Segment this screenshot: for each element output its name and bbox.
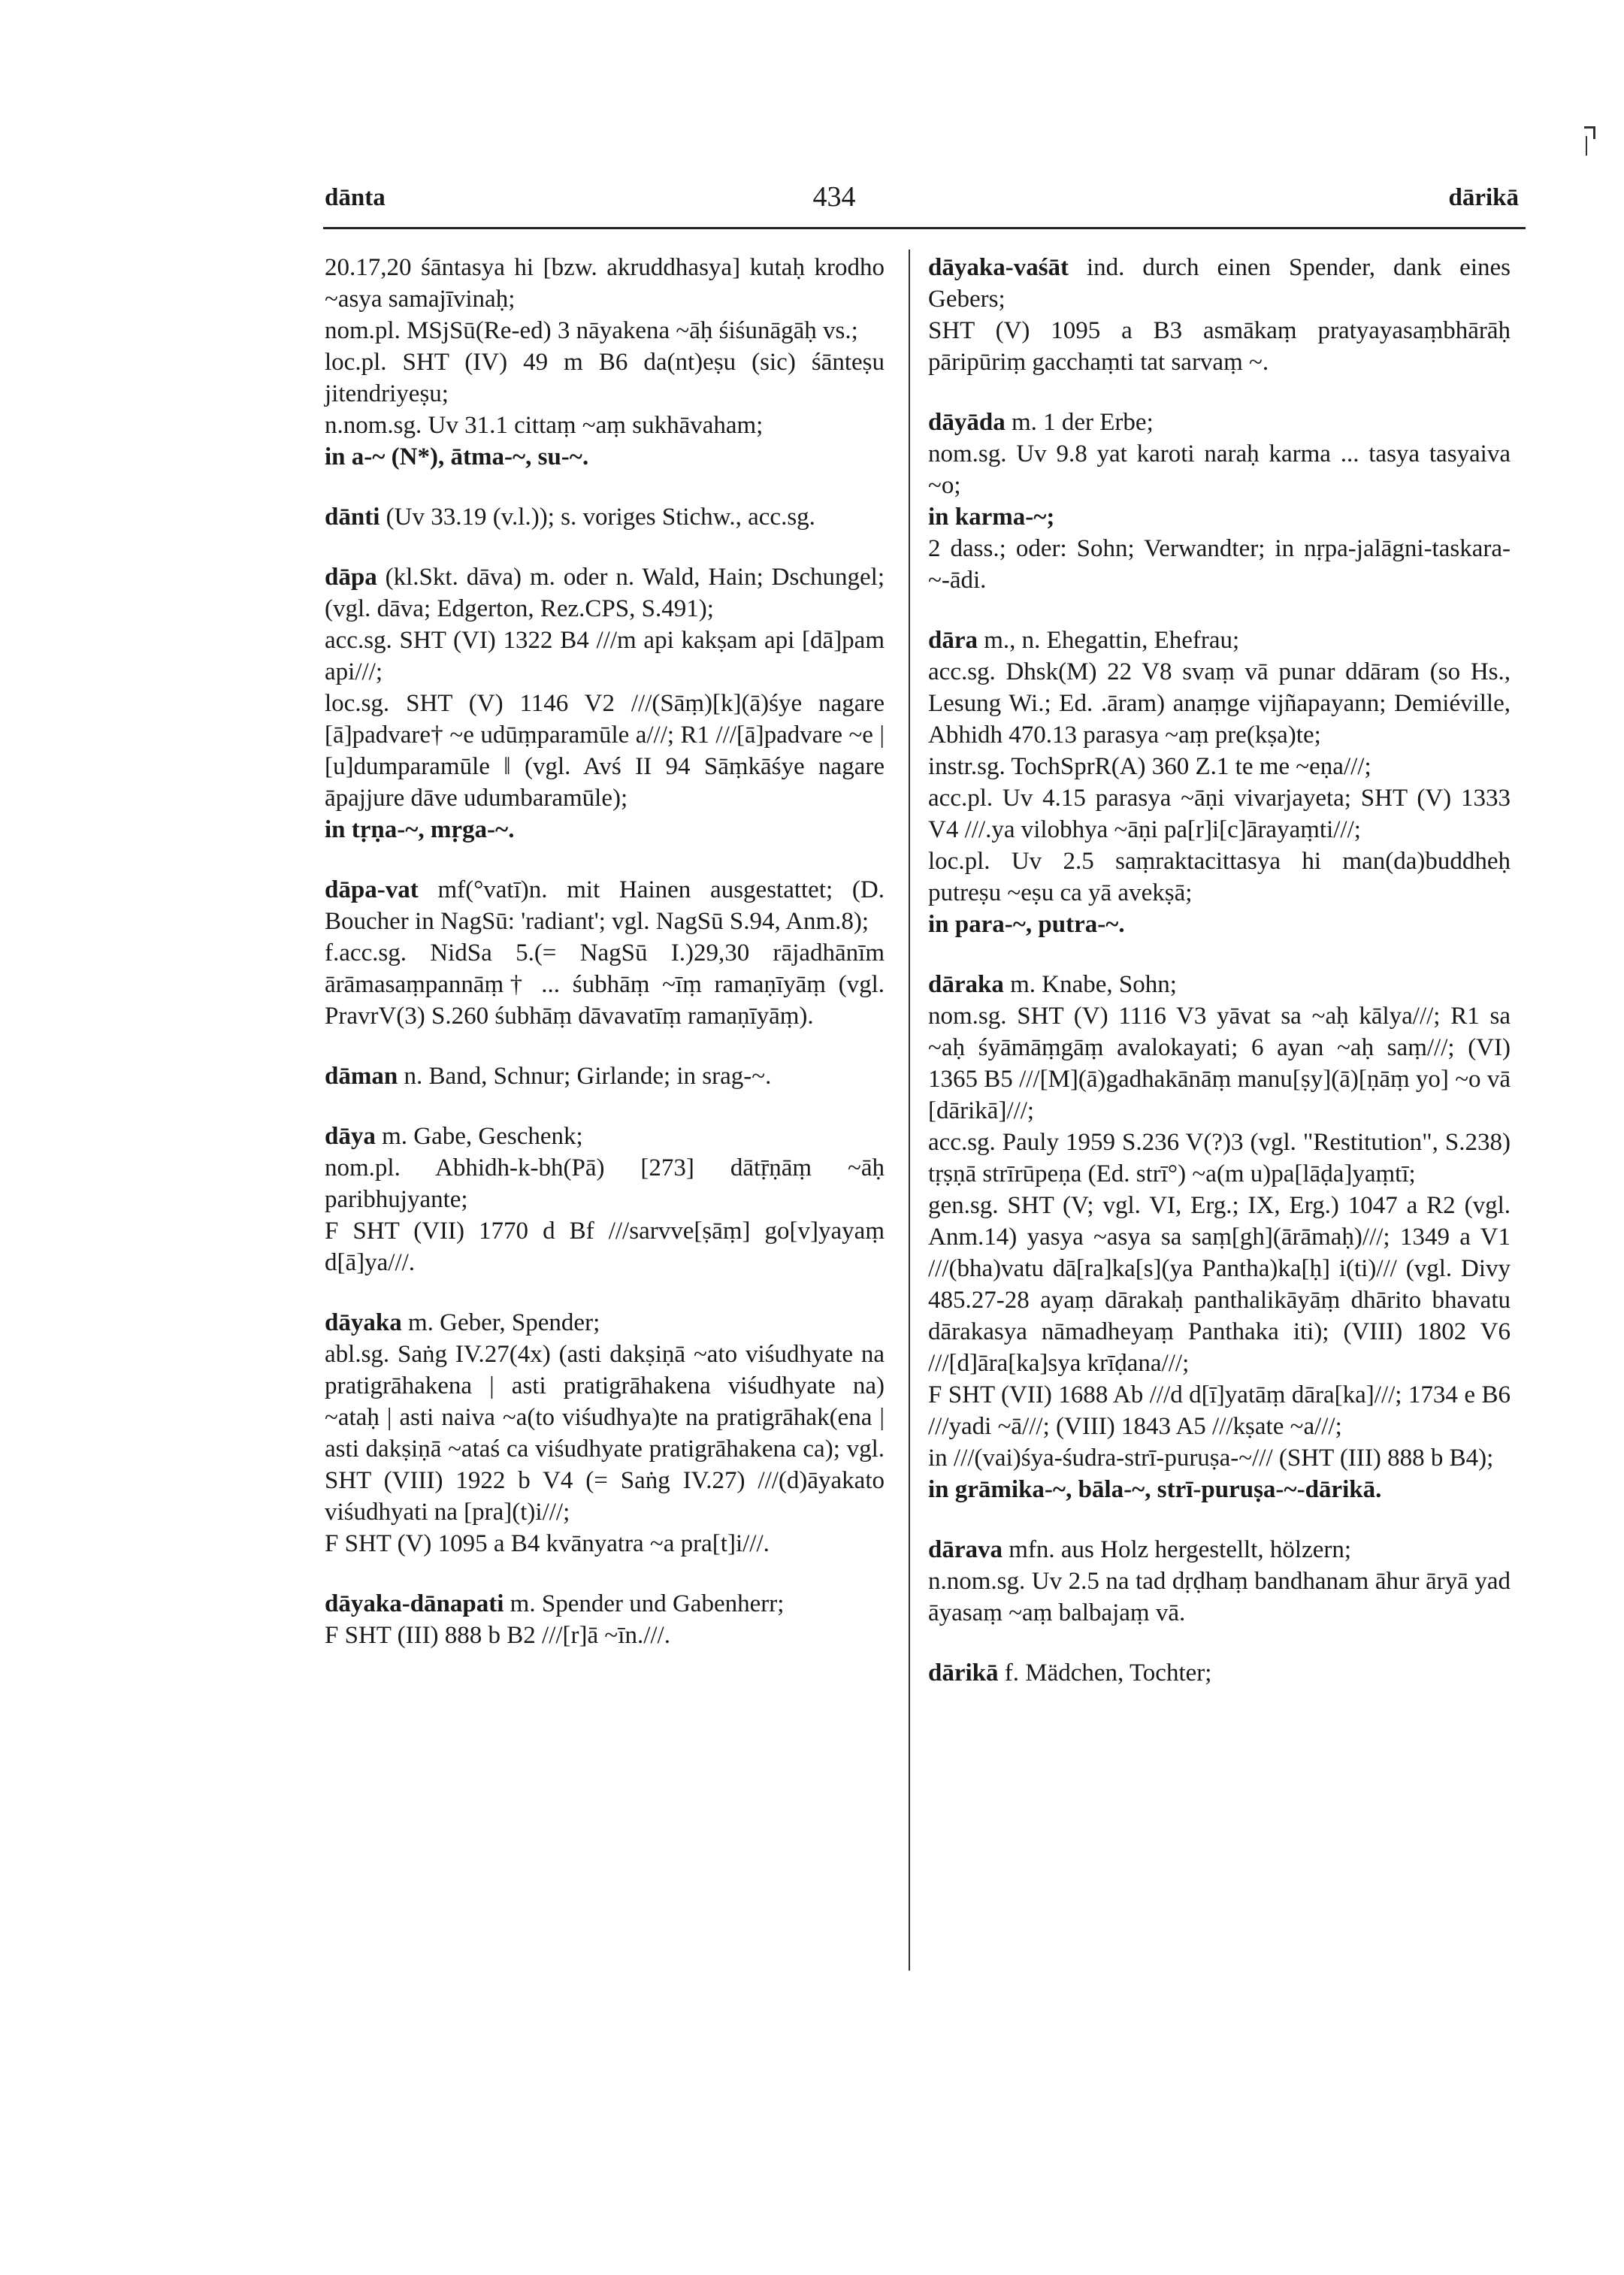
entry-line: f.acc.sg. NidSa 5.(= NagSū I.)29,30 rājadhānīm ārāmasaṃpannāṃ† ... śubhāṃ ~īṃ ramaṇīyāṃ (vgl. PravrV(3) S.260 śubhāṃ dāvavatīṃ ramaṇīyāṃ). [325,939,885,1030]
lemma-headword: dāraka [928,971,1004,998]
entry-line: F SHT (VII) 1688 Ab ///d d[ī]yatāṃ dāra[ka]///; 1734 e B6 ///yadi ~ā///; (VIII) 1843 A5 ///kṣate ~a///; [928,1381,1511,1440]
entry-line: dāyaka m. Geber, Spender; [325,1309,600,1336]
entry-dayaka [325,1307,885,1560]
lemma-headword: dāman [325,1063,398,1090]
entry-line: in para-~, putra-~. [928,911,1125,938]
page-corner-mark [1584,126,1595,139]
entry-line: dāpa-vat mf(°vatī)n. mit Hainen ausgestattet; (D. Boucher in NagSū: 'radiant'; vgl. NagSū S.94, Anm.8); [325,876,885,935]
entry-danti [325,501,885,533]
entry-dayada [928,407,1511,596]
entry-line: dāyaka-vaśāt ind. durch einen Spender, dank eines Gebers; [928,254,1511,313]
entry-line: acc.pl. Uv 4.15 parasya ~āṇi vivarjayeta; SHT (V) 1333 V4 ///.ya vilobhya ~āṇi pa[r]i[c]ārayaṃti///; [928,785,1511,843]
entry-line: instr.sg. TochSprR(A) 360 Z.1 te me ~eṇa///; [928,753,1371,780]
entry-line: acc.sg. Dhsk(M) 22 V8 svaṃ vā punar ddāram (so Hs., Lesung Wi.; Ed. .āram) anaṃge vijñapayann; Demiéville, Abhidh 470.13 parasya ~aṃ pre(kṣa)te; [928,658,1511,749]
header-left-guideword: dānta [325,184,386,211]
lemma-headword: dāyāda [928,409,1006,436]
column-divider [909,250,910,1971]
entry-line: loc.pl. SHT (IV) 49 m B6 da(nt)eṣu (sic) śānteṣu jitendriyeṣu; [325,349,885,407]
entry-darava [928,1534,1511,1629]
entry-dayaka-vasat [928,252,1511,378]
entry-line: dāpa (kl.Skt. dāva) m. oder n. Wald, Hain; Dschungel; (vgl. dāva; Edgerton, Rez.CPS, S.491); [325,564,885,622]
entry-line: F SHT (VII) 1770 d Bf ///sarvve[ṣāṃ] go[v]yayaṃ d[ā]ya///. [325,1218,885,1276]
entry-line: loc.pl. Uv 2.5 saṃraktacittasya hi man(da)buddheḥ putreṣu ~eṣu ca yā avekṣā; [928,848,1511,906]
entry-line: in grāmika-~, bāla-~, strī-puruṣa-~-dārikā. [928,1476,1382,1503]
entry-daya [325,1121,885,1278]
entry-line: dāman n. Band, Schnur; Girlande; in srag-~. [325,1063,772,1090]
entry-line: abl.sg. Saṅg IV.27(4x) (asti dakṣiṇā ~ato viśudhyate na pratigrāhakena | asti pratigrāhakena viśudhyate na) ~ataḥ | asti naiva ~a(to viśudhya)te na pratigrāhak(ena | asti dakṣiṇā ~ataś ca viśudhyate pratigrāhakena ca); vgl. SHT (VIII) 1922 b V4 (= Saṅg IV.27) ///(d)āyakato viśudhyati na [pra](t)i///; [325,1341,885,1526]
entry-dara [928,625,1511,940]
entry-line: SHT (V) 1095 a B3 asmākaṃ pratyayasaṃbhārāḥ pāripūriṃ gacchaṃti tat sarvaṃ ~. [928,317,1511,376]
entry-line: nom.pl. MSjSū(Re-ed) 3 nāyakena ~āḥ śiśunāgāḥ vs.; [325,317,858,344]
entry-line: nom.sg. SHT (V) 1116 V3 yāvat sa ~aḥ kālya///; R1 sa ~aḥ śyāmāṃgāṃ avalokayati; 6 ayan ~aḥ saṃ///; (VI) 1365 B5 ///[M](ā)gadhakānāṃ manu[ṣy](ā)[ṇāṃ yo] ~o vā [dārikā]///; [928,1003,1511,1124]
lemma-headword: dāyaka-vaśāt [928,254,1069,281]
entry-line: in tṛṇa-~, mṛga-~. [325,816,515,843]
entry-line: nom.pl. Abhidh-k-bh(Pā) [273] dātṝṇāṃ ~āḥ paribhujyante; [325,1154,885,1213]
entry-line: dāraka m. Knabe, Sohn; [928,971,1177,998]
entry-dayaka-danapati [325,1588,885,1651]
entry-line: in ///(vai)śya-śudra-strī-puruṣa-~/// (SHT (III) 888 b B4); [928,1445,1494,1472]
entry-line: nom.sg. Uv 9.8 yat karoti naraḥ karma ... tasya tasyaiva ~o; [928,440,1511,499]
entry-line: loc.sg. SHT (V) 1146 V2 ///(Sāṃ)[k](ā)śye nagare [ā]padvare† ~e udūṃparamūle a///; R1 ///[ā]padvare ~e | [u]dumparamūle ‖ (vgl. Avś II 94 Sāṃkāśye nagare āpajjure dāve udumbaramūle); [325,690,885,812]
entry-line: gen.sg. SHT (V; vgl. VI, Erg.; IX, Erg.) 1047 a R2 (vgl. Anm.14) yasya ~asya sa saṃ[gh](ārāmaḥ)///; 1349 a V1 ///(bha)vatu dā[ra]ka[s](ya Pantha)ka[ḥ] i(ti)/// (vgl. Divy 485.27-28 ayaṃ dārakaḥ panthalikāyāṃ dhārito bhavatu dārakasya nāmadheyaṃ Panthaka iti); (VIII) 1802 V6 ///[d]āra[ka]sya krīḍana///; [928,1192,1511,1377]
entry-line: dārikā f. Mädchen, Tochter; [928,1659,1212,1687]
lemma-headword: dānti [325,504,380,531]
right-column [928,252,1511,1717]
entry-line: in a-~ (N*), ātma-~, su-~. [325,443,589,470]
entry-line: acc.sg. Pauly 1959 S.236 V(?)3 (vgl. "Restitution", S.238) tṛṣṇā strīrūpeṇa (Ed. strī°) ~a(m u)pa[lāḍa]yaṃtī; [928,1129,1511,1187]
lemma-headword: dāya [325,1123,376,1150]
entry-darika [928,1657,1511,1689]
entry-line: dāyāda m. 1 der Erbe; [928,409,1154,436]
entry-line: n.nom.sg. Uv 31.1 cittaṃ ~aṃ sukhāvaham; [325,412,764,439]
entry-daman [325,1060,885,1092]
lemma-headword: dāpa [325,564,377,591]
entry-line: acc.sg. SHT (VI) 1322 B4 ///m api kakṣam api [dā]pam api///; [325,627,885,685]
entry-line: F SHT (III) 888 b B2 ///[r]ā ~īn.///. [325,1622,670,1649]
lemma-headword: dāyaka [325,1309,402,1336]
entry-line: dāra m., n. Ehegattin, Ehefrau; [928,627,1240,654]
entry-line: 20.17,20 śāntasya hi [bzw. akruddhasya] kutaḥ krodho ~asya samajīvinaḥ; [325,254,885,313]
lemma-headword: dāra [928,627,978,654]
entry-daraka [928,969,1511,1505]
page-number: 434 [812,181,856,213]
entry-line: dāyaka-dānapati m. Spender und Gabenherr; [325,1590,785,1617]
lemma-headword: dārava [928,1536,1003,1563]
lemma-headword: dāyaka-dānapati [325,1590,504,1617]
lemma-headword: dāpa-vat [325,876,419,903]
header-rule [323,227,1526,229]
entry-line: dānti (Uv 33.19 (v.l.)); s. voriges Stichw., acc.sg. [325,504,815,531]
entry-line: in karma-~; [928,504,1055,531]
entry-dapa [325,561,885,846]
lemma-headword: dārikā [928,1659,999,1687]
header-right-guideword: dārikā [1448,184,1519,211]
entry-line: dāya m. Gabe, Geschenk; [325,1123,583,1150]
entry-line: n.nom.sg. Uv 2.5 na tad dṛḍhaṃ bandhanam āhur āryā yad āyasaṃ ~aṃ balbajaṃ vā. [928,1568,1511,1626]
entry-line: 2 dass.; oder: Sohn; Verwandter; in nṛpa-jalāgni-taskara-~-ādi. [928,535,1511,594]
entry-danta-continued [325,252,885,473]
entry-line: F SHT (V) 1095 a B4 kvānyatra ~a pra[t]i///. [325,1530,770,1557]
entry-dapa-vat [325,874,885,1032]
left-column [325,252,885,1680]
entry-line: dārava mfn. aus Holz hergestellt, hölzern; [928,1536,1352,1563]
